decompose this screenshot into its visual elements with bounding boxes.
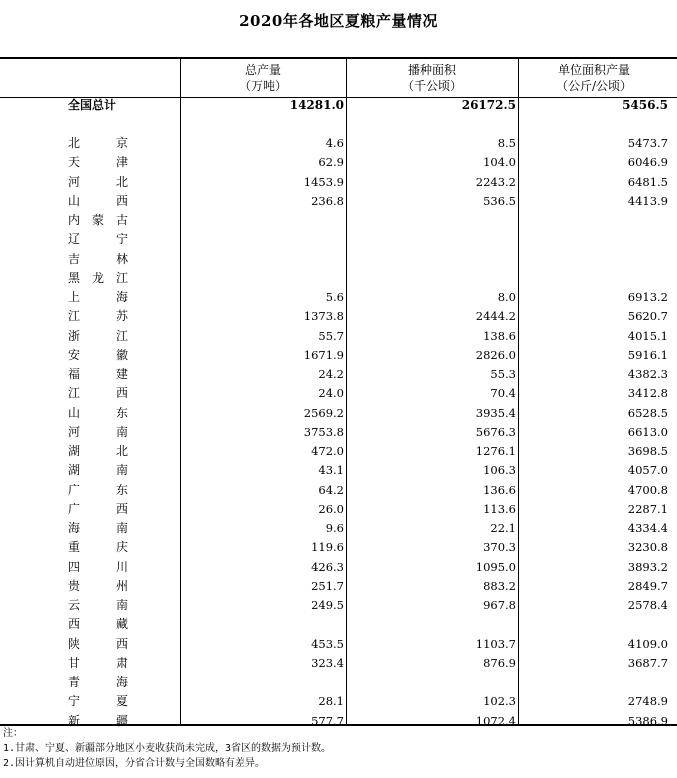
table-row bbox=[0, 614, 677, 633]
region-name-char: 西 bbox=[115, 386, 128, 401]
region-name-char: 天 bbox=[68, 155, 81, 170]
yield-cell: 5386.9 bbox=[627, 713, 668, 728]
yield-cell: 3893.2 bbox=[627, 559, 668, 574]
table-row bbox=[0, 152, 677, 171]
total-output-cell: 24.0 bbox=[318, 386, 344, 401]
total-output-cell: 3753.8 bbox=[303, 424, 344, 439]
region-name bbox=[68, 520, 128, 536]
region-name bbox=[68, 674, 128, 690]
region-name bbox=[68, 405, 128, 421]
province-rows bbox=[0, 133, 677, 730]
region-name bbox=[68, 308, 128, 324]
region-name-char: 苏 bbox=[115, 309, 128, 324]
region-name-char: 津 bbox=[115, 155, 128, 170]
yield-cell: 2578.4 bbox=[627, 598, 668, 612]
region-name-char: 夏 bbox=[115, 694, 128, 709]
table-row bbox=[0, 133, 677, 152]
sown-area-cell: 1095.0 bbox=[475, 559, 516, 574]
table-row bbox=[0, 595, 677, 614]
table-row bbox=[0, 268, 677, 287]
region-name-char: 浙 bbox=[68, 328, 81, 343]
region-name bbox=[68, 154, 128, 170]
total-output-cell: 9.6 bbox=[325, 521, 344, 535]
sown-area-cell: 1072.4 bbox=[475, 713, 516, 728]
yield-cell: 5916.1 bbox=[627, 347, 668, 362]
yield-cell: 6913.2 bbox=[627, 290, 668, 304]
region-name-char: 甘 bbox=[68, 655, 81, 670]
total-output-cell: 577.7 bbox=[311, 713, 344, 728]
total-output-cell: 1373.8 bbox=[303, 309, 344, 324]
region-name bbox=[68, 251, 128, 267]
total-output-cell: 4.6 bbox=[325, 136, 344, 150]
table-row bbox=[0, 345, 677, 364]
region-name bbox=[68, 482, 128, 498]
sown-area-cell: 2243.2 bbox=[475, 174, 516, 189]
footnote-heading: 注： bbox=[3, 728, 23, 739]
region-name-char: 南 bbox=[115, 521, 128, 535]
sown-area-cell: 876.9 bbox=[483, 655, 516, 670]
yield-cell: 2849.7 bbox=[627, 578, 668, 593]
region-name-char: 江 bbox=[115, 270, 128, 285]
yield-cell: 6046.9 bbox=[627, 155, 668, 170]
sown-area-cell: 2826.0 bbox=[475, 347, 516, 362]
table-row bbox=[0, 422, 677, 441]
region-name-char: 海 bbox=[115, 290, 128, 304]
total-output-cell: 1453.9 bbox=[303, 174, 344, 189]
total-output-cell: 453.5 bbox=[311, 636, 344, 651]
table-row bbox=[0, 634, 677, 653]
region-name-char: 内 bbox=[68, 213, 81, 227]
region-name bbox=[68, 597, 128, 613]
footnote-2: 2.因计算机自动进位原因，分省合计数与全国数略有差异。 bbox=[3, 758, 266, 769]
region-name bbox=[68, 174, 128, 190]
table-row bbox=[0, 460, 677, 479]
region-name bbox=[68, 289, 128, 305]
region-name bbox=[68, 366, 128, 382]
yield-cell: 4382.3 bbox=[627, 367, 668, 381]
region-name bbox=[68, 693, 128, 709]
sown-area-cell: 1276.1 bbox=[475, 444, 516, 458]
total-output-cell: 62.9 bbox=[318, 155, 344, 170]
national-total-output: 14281.0 bbox=[289, 98, 344, 112]
region-name-char: 建 bbox=[115, 367, 128, 381]
yield-cell: 3698.5 bbox=[627, 444, 668, 458]
total-output-cell: 249.5 bbox=[311, 598, 344, 612]
yield-cell: 4057.0 bbox=[627, 463, 668, 478]
sown-area-cell: 883.2 bbox=[483, 578, 516, 593]
region-name bbox=[68, 270, 128, 286]
region-name bbox=[68, 347, 128, 363]
region-name-char: 云 bbox=[68, 598, 81, 612]
region-name-char: 西 bbox=[68, 617, 81, 632]
total-output-cell: 2569.2 bbox=[303, 405, 344, 420]
region-name-char: 西 bbox=[115, 501, 128, 516]
region-name-char: 川 bbox=[115, 559, 128, 574]
sown-area-cell: 2444.2 bbox=[475, 309, 516, 324]
region-name-char: 江 bbox=[68, 309, 81, 324]
region-name-char: 河 bbox=[68, 424, 81, 439]
sown-area-cell: 106.3 bbox=[483, 463, 516, 478]
region-name-char: 上 bbox=[68, 290, 81, 304]
yield-cell: 5473.7 bbox=[627, 136, 668, 150]
yield-cell: 4413.9 bbox=[627, 193, 668, 208]
sown-area-cell: 8.5 bbox=[497, 136, 516, 150]
sown-area-cell: 1103.7 bbox=[475, 636, 516, 651]
region-name-char: 徽 bbox=[115, 347, 128, 362]
table-row bbox=[0, 480, 677, 499]
header-yield-per-area: 单位面积产量 （公斤/公顷） bbox=[555, 63, 633, 93]
table-row bbox=[0, 249, 677, 268]
region-name-char: 安 bbox=[68, 347, 81, 362]
region-name-char: 藏 bbox=[115, 617, 128, 632]
total-output-cell: 43.1 bbox=[318, 463, 344, 478]
region-name-char: 山 bbox=[68, 193, 81, 208]
region-name-char: 西 bbox=[115, 636, 128, 651]
table-row bbox=[0, 672, 677, 691]
total-output-cell: 24.2 bbox=[318, 367, 344, 381]
region-name bbox=[68, 212, 128, 228]
region-name-char: 江 bbox=[68, 386, 81, 401]
table-row bbox=[0, 441, 677, 460]
region-name bbox=[68, 655, 128, 671]
region-name-char: 林 bbox=[115, 251, 128, 266]
region-name-char: 贵 bbox=[68, 578, 81, 593]
region-name-char: 广 bbox=[68, 482, 81, 497]
total-output-cell: 5.6 bbox=[325, 290, 344, 304]
sown-area-cell: 55.3 bbox=[490, 367, 516, 381]
yield-cell: 3687.7 bbox=[627, 655, 668, 670]
region-name-char: 吉 bbox=[68, 251, 81, 266]
region-name-char: 江 bbox=[115, 328, 128, 343]
yield-cell: 4334.4 bbox=[627, 521, 668, 535]
total-output-cell: 64.2 bbox=[318, 482, 344, 497]
total-output-cell: 28.1 bbox=[318, 694, 344, 709]
table-row bbox=[0, 191, 677, 210]
region-name bbox=[68, 231, 128, 247]
yield-cell: 3230.8 bbox=[627, 540, 668, 555]
region-name-char: 东 bbox=[115, 405, 128, 420]
region-name-char: 湖 bbox=[68, 463, 81, 478]
total-output-cell: 426.3 bbox=[311, 559, 344, 574]
region-name-char: 福 bbox=[68, 367, 81, 381]
sown-area-cell: 3935.4 bbox=[475, 405, 516, 420]
region-name-char: 辽 bbox=[68, 232, 81, 247]
sown-area-cell: 102.3 bbox=[483, 694, 516, 709]
region-name-char: 宁 bbox=[68, 694, 81, 709]
sown-area-cell: 70.4 bbox=[490, 386, 516, 401]
table-row bbox=[0, 499, 677, 518]
table-row bbox=[0, 653, 677, 672]
total-output-cell: 1671.9 bbox=[303, 347, 344, 362]
header-total-output: 总产量 （万吨） bbox=[238, 63, 287, 93]
region-name-char: 湖 bbox=[68, 444, 81, 458]
table-row bbox=[0, 403, 677, 422]
region-name-char: 北 bbox=[115, 444, 128, 458]
region-name bbox=[68, 328, 128, 344]
table-row bbox=[0, 326, 677, 345]
region-name-char: 北 bbox=[115, 174, 128, 189]
region-name-char: 河 bbox=[68, 174, 81, 189]
sown-area-cell: 22.1 bbox=[490, 521, 516, 535]
region-name-char: 龙 bbox=[91, 270, 104, 285]
region-name-char: 海 bbox=[115, 675, 128, 689]
header-sown-area: 播种面积 （千公顷） bbox=[401, 63, 462, 93]
footnote-1: 1.甘肃、宁夏、新疆部分地区小麦收获尚未完成，3省区的数据为预计数。 bbox=[3, 743, 332, 754]
page-title: 2020年各地区夏粮产量情况 bbox=[239, 12, 438, 30]
region-name-char: 州 bbox=[115, 578, 128, 593]
sown-area-cell: 370.3 bbox=[483, 540, 516, 555]
table-row bbox=[0, 306, 677, 325]
table-row bbox=[0, 576, 677, 595]
region-name-char: 南 bbox=[115, 463, 128, 478]
yield-cell: 6528.5 bbox=[627, 405, 668, 420]
sown-area-cell: 8.0 bbox=[497, 290, 516, 304]
table-row bbox=[0, 557, 677, 576]
footnotes bbox=[3, 726, 331, 771]
region-name-char: 青 bbox=[68, 675, 81, 689]
region-name-char: 南 bbox=[115, 598, 128, 612]
region-name bbox=[68, 616, 128, 632]
region-name-char: 新 bbox=[68, 713, 81, 728]
table-top-rule bbox=[0, 57, 677, 59]
national-total-label: 全国总计 bbox=[68, 98, 117, 112]
region-name bbox=[68, 462, 128, 478]
national-total-area: 26172.5 bbox=[461, 98, 516, 112]
sown-area-cell: 138.6 bbox=[483, 328, 516, 343]
yield-cell: 4109.0 bbox=[627, 636, 668, 651]
region-name-char: 疆 bbox=[115, 713, 128, 728]
total-output-cell: 472.0 bbox=[311, 444, 344, 458]
yield-cell: 3412.8 bbox=[627, 386, 668, 401]
region-name bbox=[68, 578, 128, 594]
region-name bbox=[68, 559, 128, 575]
table-row bbox=[0, 229, 677, 248]
sown-area-cell: 967.8 bbox=[483, 598, 516, 612]
region-name-char: 广 bbox=[68, 501, 81, 516]
sown-area-cell: 136.6 bbox=[483, 482, 516, 497]
total-output-cell: 26.0 bbox=[318, 501, 344, 516]
region-name bbox=[68, 135, 128, 151]
region-name bbox=[68, 636, 128, 652]
table-row bbox=[0, 518, 677, 537]
region-name bbox=[68, 385, 128, 401]
region-name-char: 黑 bbox=[68, 270, 81, 285]
region-name-char: 南 bbox=[115, 424, 128, 439]
region-name bbox=[68, 424, 128, 440]
total-output-cell: 119.6 bbox=[311, 540, 344, 555]
region-name-char: 宁 bbox=[115, 232, 128, 247]
total-output-cell: 55.7 bbox=[318, 328, 344, 343]
yield-cell: 2748.9 bbox=[627, 694, 668, 709]
region-name-char: 庆 bbox=[115, 540, 128, 555]
table-row bbox=[0, 383, 677, 402]
table-row bbox=[0, 172, 677, 191]
table-row bbox=[0, 287, 677, 306]
total-output-cell: 236.8 bbox=[311, 193, 344, 208]
yield-cell: 4700.8 bbox=[627, 482, 668, 497]
table-row bbox=[0, 210, 677, 229]
region-name bbox=[68, 501, 128, 517]
table-row bbox=[0, 364, 677, 383]
sown-area-cell: 113.6 bbox=[483, 501, 516, 516]
sown-area-cell: 536.5 bbox=[483, 193, 516, 208]
yield-cell: 2287.1 bbox=[627, 501, 668, 516]
yield-cell: 6613.0 bbox=[627, 424, 668, 439]
region-name bbox=[68, 539, 128, 555]
total-output-cell: 251.7 bbox=[311, 578, 344, 593]
region-name-char: 陕 bbox=[68, 636, 81, 651]
region-name-char: 京 bbox=[115, 136, 128, 150]
region-name-char: 四 bbox=[68, 559, 81, 574]
table-row bbox=[0, 537, 677, 556]
national-total-yield: 5456.5 bbox=[622, 98, 668, 112]
region-name-char: 蒙 bbox=[91, 213, 104, 227]
yield-cell: 4015.1 bbox=[627, 328, 668, 343]
sown-area-cell: 104.0 bbox=[483, 155, 516, 170]
region-name bbox=[68, 193, 128, 209]
region-name bbox=[68, 443, 128, 459]
region-name-char: 东 bbox=[115, 482, 128, 497]
region-name-char: 西 bbox=[115, 193, 128, 208]
sown-area-cell: 5676.3 bbox=[475, 424, 516, 439]
region-name-char: 山 bbox=[68, 405, 81, 420]
table-row bbox=[0, 691, 677, 710]
region-name-char: 北 bbox=[68, 136, 81, 150]
region-name-char: 海 bbox=[68, 521, 81, 535]
total-output-cell: 323.4 bbox=[311, 655, 344, 670]
yield-cell: 5620.7 bbox=[627, 309, 668, 324]
region-name-char: 肃 bbox=[115, 655, 128, 670]
region-name-char: 重 bbox=[68, 540, 81, 555]
yield-cell: 6481.5 bbox=[627, 174, 668, 189]
region-name-char: 古 bbox=[115, 213, 128, 227]
